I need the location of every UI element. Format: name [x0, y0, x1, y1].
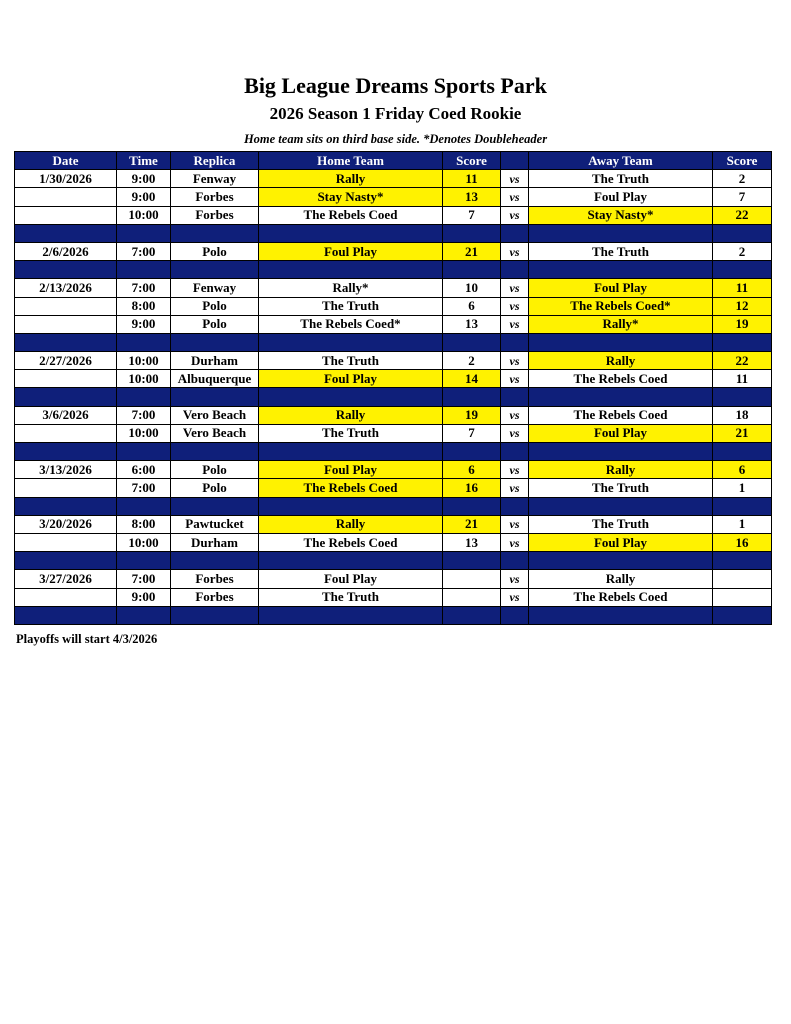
away-team: The Rebels Coed: [529, 370, 713, 388]
table-row: [15, 533, 772, 551]
table-row: [15, 315, 772, 333]
separator-cell: [529, 497, 713, 515]
separator-cell: [171, 606, 259, 624]
page-title: Big League Dreams Sports Park: [244, 73, 547, 98]
week-separator-row: [15, 606, 772, 624]
home-team: Stay Nasty*: [259, 188, 443, 206]
separator-cell: [713, 497, 772, 515]
separator-cell: [443, 552, 501, 570]
separator-cell: [713, 552, 772, 570]
separator-cell: [259, 388, 443, 406]
separator-cell: [259, 224, 443, 242]
separator-cell: [713, 224, 772, 242]
game-date: 3/27/2026: [15, 570, 117, 588]
vs-label: vs: [501, 424, 529, 442]
home-score: 19: [443, 406, 501, 424]
separator-cell: [713, 261, 772, 279]
game-date: 2/13/2026: [15, 279, 117, 297]
home-score: 10: [443, 279, 501, 297]
game-time: 10:00: [117, 352, 171, 370]
col-header-vs: [501, 152, 529, 170]
away-score: 16: [713, 533, 772, 551]
home-score: 6: [443, 297, 501, 315]
vs-label: vs: [501, 315, 529, 333]
home-team: Rally*: [259, 279, 443, 297]
game-date: 3/6/2026: [15, 406, 117, 424]
home-team: The Rebels Coed: [259, 479, 443, 497]
separator-cell: [15, 388, 117, 406]
separator-cell: [713, 388, 772, 406]
separator-cell: [259, 497, 443, 515]
home-score: 13: [443, 188, 501, 206]
separator-cell: [443, 333, 501, 351]
separator-cell: [529, 388, 713, 406]
away-team: Foul Play: [529, 279, 713, 297]
table-row: [15, 515, 772, 533]
separator-cell: [529, 333, 713, 351]
game-date: [15, 479, 117, 497]
away-score: 2: [713, 170, 772, 188]
week-separator-row: [15, 333, 772, 351]
game-replica: Durham: [171, 352, 259, 370]
vs-label: vs: [501, 297, 529, 315]
game-replica: Forbes: [171, 206, 259, 224]
vs-label: vs: [501, 515, 529, 533]
away-score: 6: [713, 461, 772, 479]
game-time: 10:00: [117, 206, 171, 224]
week-separator-row: [15, 497, 772, 515]
separator-cell: [501, 552, 529, 570]
home-team: Rally: [259, 406, 443, 424]
away-score: [713, 570, 772, 588]
game-time: 9:00: [117, 170, 171, 188]
separator-cell: [501, 443, 529, 461]
vs-label: vs: [501, 370, 529, 388]
game-replica: Polo: [171, 479, 259, 497]
home-team: Foul Play: [259, 242, 443, 260]
table-row: [15, 279, 772, 297]
vs-label: vs: [501, 242, 529, 260]
game-time: 9:00: [117, 588, 171, 606]
game-time: 7:00: [117, 406, 171, 424]
game-replica: Polo: [171, 315, 259, 333]
away-team: The Truth: [529, 242, 713, 260]
vs-label: vs: [501, 479, 529, 497]
away-score: 1: [713, 479, 772, 497]
vs-label: vs: [501, 533, 529, 551]
separator-cell: [171, 388, 259, 406]
separator-cell: [501, 261, 529, 279]
separator-cell: [171, 224, 259, 242]
game-date: [15, 588, 117, 606]
playoffs-note: Playoffs will start 4/3/2026: [16, 632, 158, 646]
home-team: Foul Play: [259, 570, 443, 588]
game-time: 7:00: [117, 479, 171, 497]
separator-cell: [117, 224, 171, 242]
away-team: Foul Play: [529, 533, 713, 551]
table-row: [15, 170, 772, 188]
home-score: 11: [443, 170, 501, 188]
away-team: The Truth: [529, 515, 713, 533]
game-date: [15, 206, 117, 224]
game-time: 9:00: [117, 188, 171, 206]
separator-cell: [501, 224, 529, 242]
away-score: 18: [713, 406, 772, 424]
separator-cell: [171, 552, 259, 570]
separator-cell: [171, 333, 259, 351]
table-row: [15, 479, 772, 497]
separator-cell: [713, 333, 772, 351]
game-replica: Polo: [171, 242, 259, 260]
table-row: [15, 297, 772, 315]
separator-cell: [171, 261, 259, 279]
game-replica: Forbes: [171, 570, 259, 588]
away-score: 7: [713, 188, 772, 206]
away-score: 1: [713, 515, 772, 533]
vs-label: vs: [501, 206, 529, 224]
separator-cell: [713, 606, 772, 624]
table-row: [15, 570, 772, 588]
table-row: [15, 352, 772, 370]
table-row: [15, 188, 772, 206]
vs-label: vs: [501, 352, 529, 370]
table-row: [15, 206, 772, 224]
table-row: [15, 588, 772, 606]
col-header-date: Date: [15, 152, 117, 170]
separator-cell: [443, 497, 501, 515]
separator-cell: [117, 552, 171, 570]
away-score: 22: [713, 352, 772, 370]
away-team: Stay Nasty*: [529, 206, 713, 224]
away-team: The Rebels Coed: [529, 588, 713, 606]
separator-cell: [15, 552, 117, 570]
away-score: [713, 588, 772, 606]
home-score: 7: [443, 206, 501, 224]
vs-label: vs: [501, 406, 529, 424]
home-score: 2: [443, 352, 501, 370]
game-date: [15, 297, 117, 315]
separator-cell: [501, 333, 529, 351]
game-time: 8:00: [117, 297, 171, 315]
home-team: The Rebels Coed: [259, 533, 443, 551]
separator-cell: [171, 443, 259, 461]
home-score: 14: [443, 370, 501, 388]
vs-label: vs: [501, 188, 529, 206]
separator-cell: [171, 497, 259, 515]
home-team: The Rebels Coed: [259, 206, 443, 224]
home-score: 13: [443, 533, 501, 551]
col-header-away-score: Score: [713, 152, 772, 170]
separator-cell: [117, 443, 171, 461]
game-date: [15, 424, 117, 442]
away-team: Rally*: [529, 315, 713, 333]
away-score: 11: [713, 279, 772, 297]
home-team: The Truth: [259, 424, 443, 442]
game-time: 7:00: [117, 570, 171, 588]
separator-cell: [259, 261, 443, 279]
game-replica: Albuquerque: [171, 370, 259, 388]
away-team: The Rebels Coed: [529, 406, 713, 424]
game-replica: Polo: [171, 461, 259, 479]
separator-cell: [259, 552, 443, 570]
home-score: 21: [443, 242, 501, 260]
separator-cell: [117, 333, 171, 351]
game-date: [15, 370, 117, 388]
separator-cell: [529, 443, 713, 461]
game-date: [15, 315, 117, 333]
col-header-home-score: Score: [443, 152, 501, 170]
separator-cell: [15, 443, 117, 461]
away-score: 2: [713, 242, 772, 260]
game-replica: Vero Beach: [171, 406, 259, 424]
table-row: [15, 424, 772, 442]
home-team: The Truth: [259, 588, 443, 606]
away-score: 21: [713, 424, 772, 442]
separator-cell: [529, 224, 713, 242]
separator-cell: [443, 606, 501, 624]
separator-cell: [501, 497, 529, 515]
away-team: Foul Play: [529, 188, 713, 206]
away-score: 11: [713, 370, 772, 388]
separator-cell: [443, 224, 501, 242]
schedule-body: [15, 170, 772, 625]
home-score: 6: [443, 461, 501, 479]
home-score: 13: [443, 315, 501, 333]
col-header-home-team: Home Team: [259, 152, 443, 170]
away-team: The Truth: [529, 170, 713, 188]
game-time: 8:00: [117, 515, 171, 533]
away-team: The Truth: [529, 479, 713, 497]
separator-cell: [501, 606, 529, 624]
home-team: The Truth: [259, 297, 443, 315]
home-team: Rally: [259, 170, 443, 188]
schedule-note: Home team sits on third base side. *Denotes Doubleheader: [243, 132, 548, 146]
game-time: 10:00: [117, 533, 171, 551]
table-row: [15, 370, 772, 388]
away-score: 22: [713, 206, 772, 224]
home-score: 21: [443, 515, 501, 533]
game-time: 10:00: [117, 370, 171, 388]
separator-cell: [443, 388, 501, 406]
away-team: The Rebels Coed*: [529, 297, 713, 315]
separator-cell: [117, 497, 171, 515]
game-time: 10:00: [117, 424, 171, 442]
separator-cell: [117, 261, 171, 279]
away-score: 19: [713, 315, 772, 333]
vs-label: vs: [501, 570, 529, 588]
separator-cell: [443, 261, 501, 279]
game-date: [15, 533, 117, 551]
game-date: [15, 188, 117, 206]
away-team: Rally: [529, 570, 713, 588]
away-team: Rally: [529, 352, 713, 370]
home-score: 7: [443, 424, 501, 442]
away-score: 12: [713, 297, 772, 315]
separator-cell: [529, 261, 713, 279]
home-team: The Truth: [259, 352, 443, 370]
table-header-row: [15, 152, 772, 170]
home-score: 16: [443, 479, 501, 497]
home-team: Rally: [259, 515, 443, 533]
game-replica: Fenway: [171, 279, 259, 297]
game-replica: Fenway: [171, 170, 259, 188]
game-date: 3/20/2026: [15, 515, 117, 533]
game-date: 3/13/2026: [15, 461, 117, 479]
game-replica: Durham: [171, 533, 259, 551]
separator-cell: [259, 606, 443, 624]
vs-label: vs: [501, 588, 529, 606]
game-time: 7:00: [117, 279, 171, 297]
schedule-table: [14, 151, 772, 625]
separator-cell: [501, 388, 529, 406]
separator-cell: [259, 443, 443, 461]
vs-label: vs: [501, 170, 529, 188]
game-replica: Vero Beach: [171, 424, 259, 442]
separator-cell: [15, 497, 117, 515]
separator-cell: [713, 443, 772, 461]
col-header-replica: Replica: [171, 152, 259, 170]
game-replica: Pawtucket: [171, 515, 259, 533]
away-team: Foul Play: [529, 424, 713, 442]
week-separator-row: [15, 443, 772, 461]
separator-cell: [443, 443, 501, 461]
week-separator-row: [15, 552, 772, 570]
week-separator-row: [15, 261, 772, 279]
separator-cell: [15, 261, 117, 279]
game-date: 2/6/2026: [15, 242, 117, 260]
separator-cell: [117, 606, 171, 624]
week-separator-row: [15, 388, 772, 406]
game-time: 9:00: [117, 315, 171, 333]
table-row: [15, 242, 772, 260]
game-replica: Forbes: [171, 188, 259, 206]
home-score: [443, 588, 501, 606]
game-time: 7:00: [117, 242, 171, 260]
home-team: The Rebels Coed*: [259, 315, 443, 333]
game-replica: Polo: [171, 297, 259, 315]
vs-label: vs: [501, 461, 529, 479]
game-date: 2/27/2026: [15, 352, 117, 370]
week-separator-row: [15, 224, 772, 242]
game-replica: Forbes: [171, 588, 259, 606]
table-row: [15, 406, 772, 424]
game-time: 6:00: [117, 461, 171, 479]
col-header-time: Time: [117, 152, 171, 170]
separator-cell: [529, 552, 713, 570]
away-team: Rally: [529, 461, 713, 479]
separator-cell: [15, 606, 117, 624]
separator-cell: [529, 606, 713, 624]
vs-label: vs: [501, 279, 529, 297]
table-row: [15, 461, 772, 479]
col-header-away-team: Away Team: [529, 152, 713, 170]
game-date: 1/30/2026: [15, 170, 117, 188]
separator-cell: [15, 333, 117, 351]
page-subtitle: 2026 Season 1 Friday Coed Rookie: [269, 104, 522, 123]
home-team: Foul Play: [259, 461, 443, 479]
separator-cell: [117, 388, 171, 406]
home-score: [443, 570, 501, 588]
home-team: Foul Play: [259, 370, 443, 388]
separator-cell: [259, 333, 443, 351]
separator-cell: [15, 224, 117, 242]
